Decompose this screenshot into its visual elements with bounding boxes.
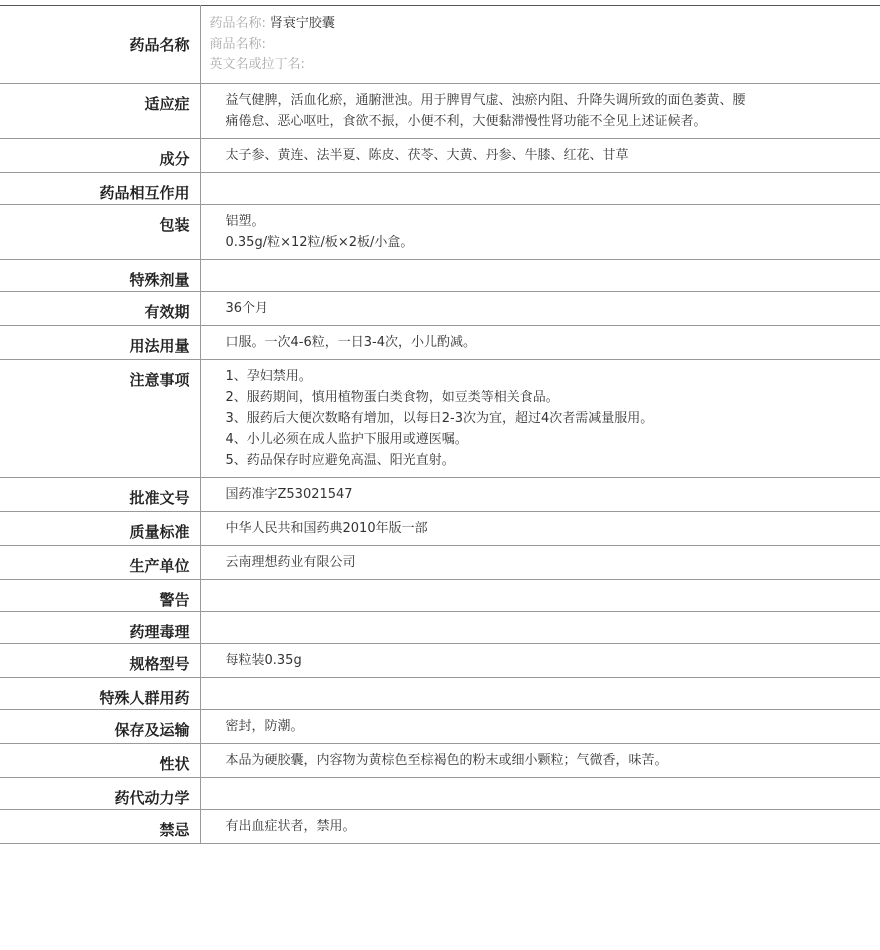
label-specification: 规格型号 [0, 644, 200, 678]
value-specification: 每粒装0.35g [200, 644, 880, 678]
row-warning [0, 580, 880, 612]
value-indications [200, 84, 880, 139]
value-packaging [200, 205, 880, 260]
latin-name-line [210, 55, 869, 76]
label-ingredients: 成分 [0, 139, 200, 173]
value-special-population [200, 678, 880, 710]
value-pharmacokinetics [200, 778, 880, 810]
row-special-population [0, 678, 880, 710]
precaution-item: 4、小儿必须在成人监护下服用或遵医嘱。 [225, 432, 468, 447]
label-appearance: 性状 [0, 744, 200, 778]
label-approval: 批准文号 [0, 478, 200, 512]
row-interactions [0, 173, 880, 205]
indications-line: 益气健脾，活血化瘀，通腑泄浊。用于脾胃气虚、浊瘀内阻、升降失调所致的面色萎黄、腰 [225, 93, 746, 108]
label-drug-name: 药品名称 [0, 6, 200, 84]
value-storage: 密封，防潮。 [200, 710, 880, 744]
row-specification [0, 644, 880, 678]
row-precautions [0, 360, 880, 478]
latin-name-key: 英文名或拉丁名: [209, 57, 305, 72]
generic-name-key: 药品名称: [209, 16, 266, 31]
label-storage: 保存及运输 [0, 710, 200, 744]
row-shelf-life [0, 292, 880, 326]
label-pharmacology: 药理毒理 [0, 612, 200, 644]
label-interactions: 药品相互作用 [0, 173, 200, 205]
row-usage [0, 326, 880, 360]
packaging-line: 铝塑。 [225, 214, 265, 229]
row-indications [0, 84, 880, 139]
value-pharmacology [200, 612, 880, 644]
row-drug-name [0, 6, 880, 84]
generic-name-value: 肾衰宁胶囊 [269, 16, 335, 31]
label-shelf-life: 有效期 [0, 292, 200, 326]
value-drug-name [200, 6, 880, 84]
packaging-line: 0.35g/粒×12粒/板×2板/小盒。 [225, 235, 414, 250]
label-manufacturer: 生产单位 [0, 546, 200, 580]
drug-spec-table [0, 5, 880, 844]
value-interactions [200, 173, 880, 205]
label-packaging: 包装 [0, 205, 200, 260]
row-pharmacology [0, 612, 880, 644]
row-appearance [0, 744, 880, 778]
generic-name-line [210, 14, 869, 35]
value-special-dosage [200, 260, 880, 292]
row-contraindications [0, 810, 880, 844]
row-manufacturer [0, 546, 880, 580]
row-standard [0, 512, 880, 546]
value-contraindications: 有出血症状者，禁用。 [200, 810, 880, 844]
label-contraindications: 禁忌 [0, 810, 200, 844]
row-ingredients [0, 139, 880, 173]
value-shelf-life: 36个月 [200, 292, 880, 326]
label-standard: 质量标准 [0, 512, 200, 546]
label-special-population: 特殊人群用药 [0, 678, 200, 710]
label-warning: 警告 [0, 580, 200, 612]
precaution-item: 2、服药期间，慎用植物蛋白类食物，如豆类等相关食品。 [225, 390, 559, 405]
label-pharmacokinetics: 药代动力学 [0, 778, 200, 810]
value-precautions [200, 360, 880, 478]
trade-name-line [210, 35, 869, 56]
value-appearance: 本品为硬胶囊，内容物为黄棕色至棕褐色的粉末或细小颗粒；气微香，味苦。 [200, 744, 880, 778]
value-approval: 国药准字Z53021547 [200, 478, 880, 512]
label-precautions: 注意事项 [0, 360, 200, 478]
row-special-dosage [0, 260, 880, 292]
precaution-item: 3、服药后大便次数略有增加，以每日2-3次为宜，超过4次者需减量服用。 [225, 411, 654, 426]
label-usage: 用法用量 [0, 326, 200, 360]
precaution-item: 1、孕妇禁用。 [225, 369, 312, 384]
value-usage: 口服。一次4-6粒，一日3-4次，小儿酌减。 [200, 326, 880, 360]
value-manufacturer: 云南理想药业有限公司 [200, 546, 880, 580]
row-approval [0, 478, 880, 512]
row-packaging [0, 205, 880, 260]
precaution-item: 5、药品保存时应避免高温、阳光直射。 [225, 453, 455, 468]
label-indications: 适应症 [0, 84, 200, 139]
row-storage [0, 710, 880, 744]
row-pharmacokinetics [0, 778, 880, 810]
value-standard: 中华人民共和国药典2010年版一部 [200, 512, 880, 546]
label-special-dosage: 特殊剂量 [0, 260, 200, 292]
indications-line: 痛倦怠、恶心呕吐，食欲不振，小便不利，大便黏滞慢性肾功能不全见上述证候者。 [225, 114, 707, 129]
value-warning [200, 580, 880, 612]
value-ingredients: 太子参、黄连、法半夏、陈皮、茯苓、大黄、丹参、牛膝、红花、甘草 [200, 139, 880, 173]
trade-name-key: 商品名称: [209, 36, 266, 52]
